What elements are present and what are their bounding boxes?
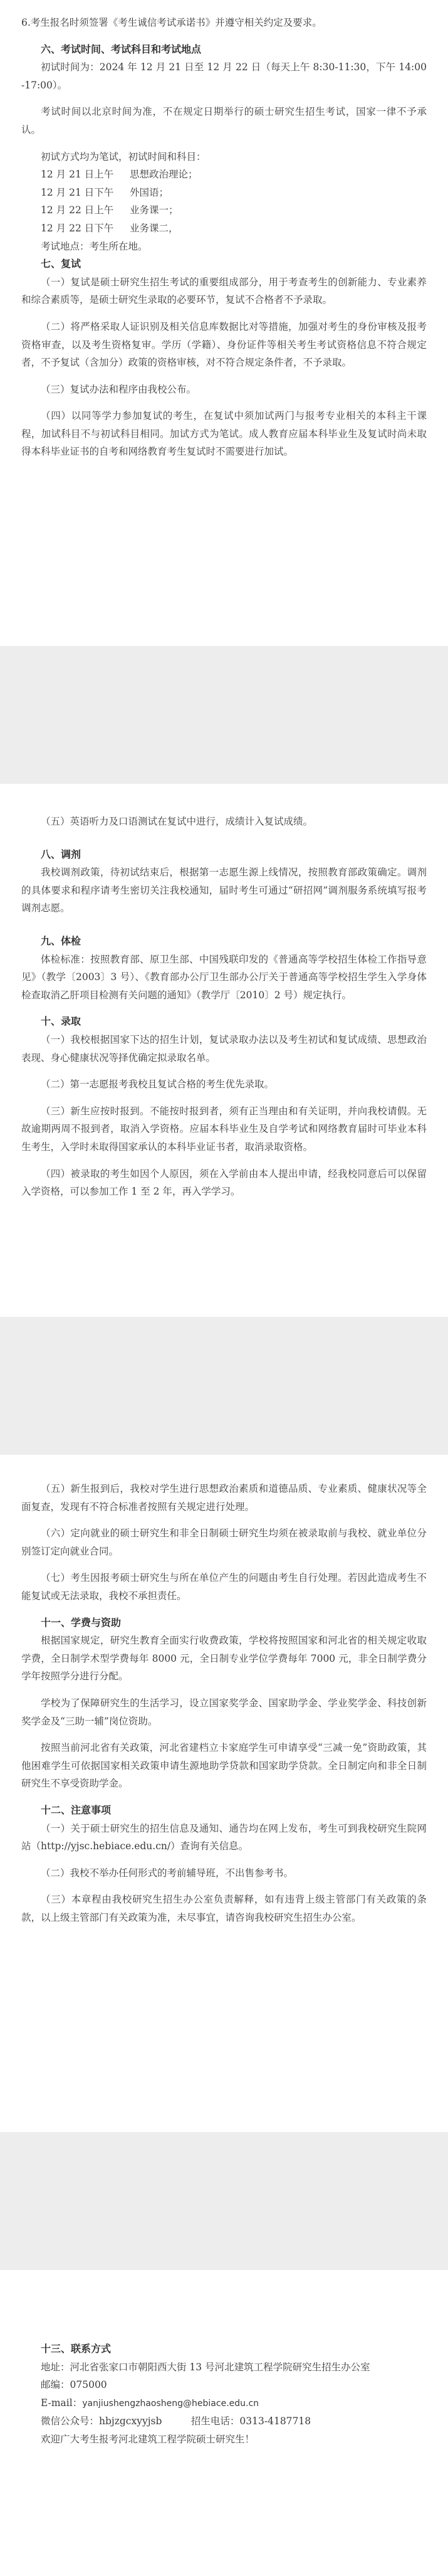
retest-item-4: （四）以同等学力参加复试的考生，在复试中须加试两门与报考专业相关的本科主干课程，加试科目不与初试科目相同。加试方式为笔试。成人教育应届本科毕业生及复试时尚未取得本科毕业证书的自考和网络教育考生复试时不需要进行加试。 <box>21 410 427 458</box>
notice-item-3: （三）本章程由我校研究生招生办公室负责解释，如有违背上级主管部门有关政策的条款，以上级主管部门有关政策为准，未尽事宜，请咨询我校研究生招生办公室。 <box>21 1894 427 1923</box>
physical-exam-paragraph: 体检标准：按照教育部、原卫生部、中国残联印发的《普通高等学校招生体检工作指导意见》（教学〔2003〕3 号）、《教育部办公厅卫生部办公厅关于普通高等学校招生学生入学身体检查取消乙肝项目检测有关问题的通知》（教学厅〔2010〕2 号）规定执行。 <box>21 953 427 1001</box>
notice-item-1: （一）关于硕士研究生的招生信息及通知、通告均在网上发布，考生可到我校研究生院网站（http://yjsc.hebiace.edu.cn/）查询有关信息。 <box>21 1822 427 1852</box>
page-gap <box>0 2132 448 2270</box>
section-eight-heading: 八、调剂 <box>41 848 81 860</box>
section-seven-heading: 七、复试 <box>41 258 81 270</box>
retest-item-1: （一）复试是硕士研究生招生考试的重要组成部分，用于考查考生的创新能力、专业素养和综合素质等，是硕士研究生录取的必要环节，复试不合格者不予录取。 <box>21 276 427 306</box>
document-page-1 <box>0 0 448 646</box>
email-label: E-mail： <box>41 2397 83 2409</box>
adjustment-paragraph: 我校调剂政策，待初试结束后，根据第一志愿生源上线情况，按照教育部政策确定。调剂的具体要求和程序请考生密切关注我校通知，届时考生可通过“研招网”调剂服务系统填写报考调剂志愿。 <box>21 867 427 914</box>
section-twelve-heading: 十二、注意事项 <box>41 1803 112 1816</box>
welcome-line: 欢迎广大考生报考河北建筑工程学院硕士研究生！ <box>41 2433 255 2445</box>
admission-item-7: （七）考生因报考硕士研究生与所在单位产生的问题由考生自行处理。若因此造成考生不能复试或无法录取，我校不承担责任。 <box>21 1572 427 1602</box>
exam-format-paragraph: 初试方式均为笔试，初试时间和科目： <box>41 150 206 162</box>
section-six-heading: 六、考试时间、考试科目和考试地点 <box>41 43 202 55</box>
section-nine-heading: 九、体检 <box>41 934 81 947</box>
retest-item-3: （三）复试办法和程序由我校公布。 <box>41 383 197 395</box>
exam-schedule-row: 12 月 21 日下午 外国语； <box>41 186 169 198</box>
document-page-4 <box>0 2270 448 2576</box>
admission-item-5: （五）新生报到后，我校对学生进行思想政治素质和道德品质、专业素质、健康状况等全面复查，发现有不符合标准者按照有关规定进行处理。 <box>21 1483 427 1512</box>
admission-item-3: （三）新生应按时报到。不能按时报到者，须有正当理由和有关证明，并向我校请假。无故逾期两周不报到者，取消入学资格。应届本科毕业生及自学考试和网络教育届时可毕业本科生考生，入学时未取得国家承认的本科毕业证书者，取消录取资格。 <box>21 1105 427 1153</box>
exam-schedule-row: 12 月 21 日上午 思想政治理论； <box>41 169 198 181</box>
section-thirteen-heading: 十三、联系方式 <box>41 2343 112 2355</box>
section-ten-heading: 十、录取 <box>41 1015 81 1028</box>
exam-schedule-row: 12 月 22 日上午 业务课一； <box>41 204 179 216</box>
document-page-3 <box>0 1455 448 2132</box>
retest-item-2: （二）将严格采取人证识别及相关信息库数据比对等措施，加强对考生的身份审核及报考资格审查，以及考生资格复审。学历（学籍）、身份证件等相关考生考试资格信息不符合规定者，不予复试（含加分）政策的资格审核，对不符合规定条件者，不予录取。 <box>21 320 427 369</box>
email-link[interactable]: yanjiushengzhaosheng@hebiace.edu.cn <box>82 2398 259 2409</box>
beijing-time-paragraph: 考试时间以北京时间为准，不在规定日期举行的硕士研究生招生考试，国家一律不予承认。 <box>21 106 427 135</box>
exam-place-paragraph: 考试地点：考生所在地。 <box>41 240 148 252</box>
contact-email <box>21 2394 427 2413</box>
contact-address: 地址：河北省张家口市朝阳西大街 13 号河北建筑工程学院研究生招生办公室 <box>41 2361 370 2373</box>
scholarship-paragraph: 学校为了保障研究生的生活学习，设立国家奖学金、国家助学金、学业奖学金、科技创新奖学金及“三助一辅”岗位资助。 <box>21 1697 427 1727</box>
contact-wechat-phone: 微信公众号：hbjzgcxyyjsb 招生电话：0313-4187718 <box>41 2415 311 2427</box>
admission-item-4: （四）被录取的考生如因个人原因，须在入学前由本人提出申请，经我校同意后可以保留入学资格，可以参加工作 1 至 2 年，再入学学习。 <box>21 1168 427 1198</box>
exam-schedule <box>21 166 427 237</box>
page-gap <box>0 1317 448 1455</box>
loan-paragraph: 按照当前河北省有关政策，河北省建档立卡家庭学生可申请享受“三减一免”资助政策，其他困难学生可依据国家相关政策申请生源地助学贷款和国家助学贷款。全日制定向和非全日制研究生不享受资助学金。 <box>21 1742 427 1790</box>
exam-time-paragraph: 初试时间为：2024 年 12 月 21 日至 12 月 22 日（每天上午 8:30-11:30，下午 14:00-17:00）。 <box>21 61 427 91</box>
admission-item-2: （二）第一志愿报考我校且复试合格的考生优先录取。 <box>41 1079 274 1090</box>
admission-item-6: （六）定向就业的硕士研究生和非全日制硕士研究生均须在被录取前与我校、就业单位分别签订定向就业合同。 <box>21 1528 427 1557</box>
page-gap <box>0 646 448 784</box>
exam-schedule-row: 12 月 22 日下午 业务课二， <box>41 222 179 234</box>
tuition-paragraph: 根据国家规定，研究生教育全面实行收费政策，学校将按照国家和河北省的相关规定收取学费，全日制学术型学费每年 8000 元，全日制专业学位学费每年 7000 元，非全日制学费分学年按照学分进行分配。 <box>21 1635 427 1682</box>
registration-note: 6.考生报名时须签署《考生诚信考试承诺书》并遵守相关约定及要求。 <box>21 17 322 28</box>
admission-item-1: （一）我校根据国家下达的招生计划，复试录取办法以及考生初试和复试成绩、思想政治表现、身心健康状况等择优确定拟录取名单。 <box>21 1033 427 1064</box>
notice-item-2: （二）我校不举办任何形式的考前辅导班，不出售参考书。 <box>41 1867 294 1879</box>
retest-item-5: （五）英语听力及口语测试在复试中进行，成绩计入复试成绩。 <box>41 816 313 827</box>
contact-zip: 邮编：075000 <box>41 2379 107 2391</box>
document-page-2 <box>0 784 448 1317</box>
section-eleven-heading: 十一、学费与资助 <box>41 1616 122 1628</box>
